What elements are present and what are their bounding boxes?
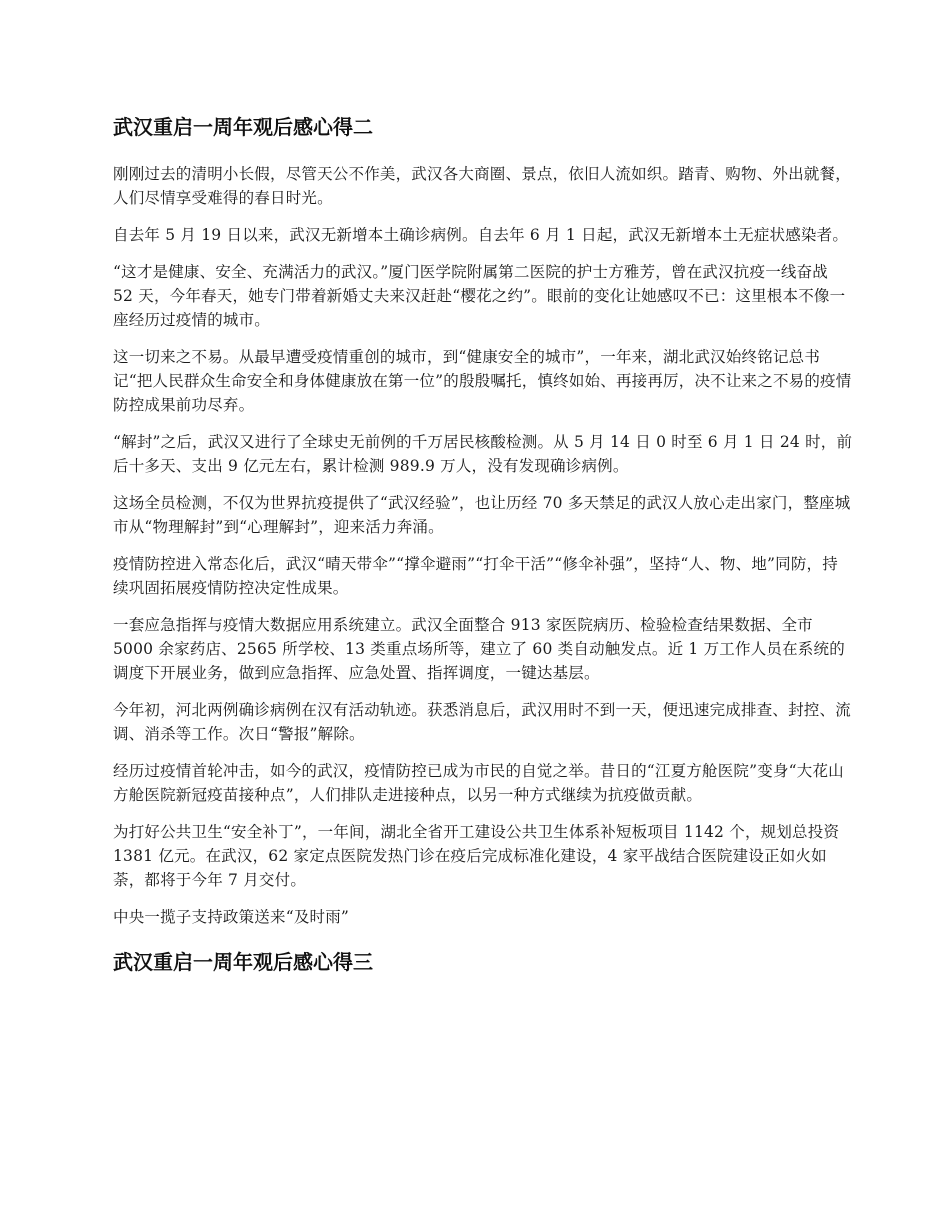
paragraph: “这才是健康、安全、充满活力的武汉。”厦门医学院附属第二医院的护士方雅芳，曾在武汉抗疫一线奋战 52 天，今年春天，她专门带着新婚丈夫来汉赶赴“樱花之约”。眼前的变化让她感叹不已：这里根本不像一座经历过疫情的城市。 bbox=[113, 263, 846, 329]
section-heading: 武汉重启一周年观后感心得二 bbox=[113, 115, 373, 139]
section-heading: 武汉重启一周年观后感心得三 bbox=[113, 950, 373, 974]
document-page bbox=[113, 112, 853, 997]
paragraph: 这一切来之不易。从最早遭受疫情重创的城市，到“健康安全的城市”，一年来，湖北武汉始终铭记总书记“把人民群众生命安全和身体健康放在第一位”的殷殷嘱托，慎终如始、再接再厉，决不让来之不易的疫情防控成果前功尽弃。 bbox=[113, 348, 852, 414]
paragraph: 今年初，河北两例确诊病例在汉有活动轨迹。获悉消息后，武汉用时不到一天，便迅速完成排查、封控、流调、消杀等工作。次日“警报”解除。 bbox=[113, 701, 851, 743]
paragraph: 刚刚过去的清明小长假，尽管天公不作美，武汉各大商圈、景点，依旧人流如织。踏青、购物、外出就餐，人们尽情享受难得的春日时光。 bbox=[113, 165, 851, 207]
paragraph: 自去年 5 月 19 日以来，武汉无新增本土确诊病例。自去年 6 月 1 日起，武汉无新增本土无症状感染者。 bbox=[113, 226, 849, 244]
paragraph: 经历过疫情首轮冲击，如今的武汉，疫情防控已成为市民的自觉之举。昔日的“江夏方舱医院”变身“大花山方舱医院新冠疫苗接种点”，人们排队走进接种点，以另一种方式继续为抗疫做贡献。 bbox=[113, 762, 844, 804]
paragraph: 疫情防控进入常态化后，武汉“晴天带伞”“撑伞避雨”“打伞干活”“修伞补强”，坚持“人、物、地”同防，持续巩固拓展疫情防控决定性成果。 bbox=[113, 555, 838, 597]
paragraph: 中央一揽子支持政策送来“及时雨” bbox=[113, 908, 350, 926]
paragraph: 这场全员检测，不仅为世界抗疫提供了“武汉经验”，也让历经 70 多天禁足的武汉人放心走出家门，整座城市从“物理解封”到“心理解封”，迎来活力奔涌。 bbox=[113, 494, 851, 536]
paragraph: “解封”之后，武汉又进行了全球史无前例的千万居民核酸检测。从 5 月 14 日 0 时至 6 月 1 日 24 时，前后十多天、支出 9 亿元左右，累计检测 989.9 万人，没有发现确诊病例。 bbox=[113, 433, 853, 475]
paragraph: 为打好公共卫生“安全补丁”，一年间，湖北全省开工建设公共卫生体系补短板项目 1142 个，规划总投资 1381 亿元。在武汉，62 家定点医院发热门诊在疫后完成标准化建设，4 家平战结合医院建设正如火如荼，都将于今年 7 月交付。 bbox=[113, 823, 840, 889]
paragraph: 一套应急指挥与疫情大数据应用系统建立。武汉全面整合 913 家医院病历、检验检查结果数据、全市 5000 余家药店、2565 所学校、13 类重点场所等，建立了 60 类自动触发点。近 1 万工作人员在系统的调度下开展业务，做到应急指挥、应急处置、指挥调度，一键达基层。 bbox=[113, 616, 845, 682]
